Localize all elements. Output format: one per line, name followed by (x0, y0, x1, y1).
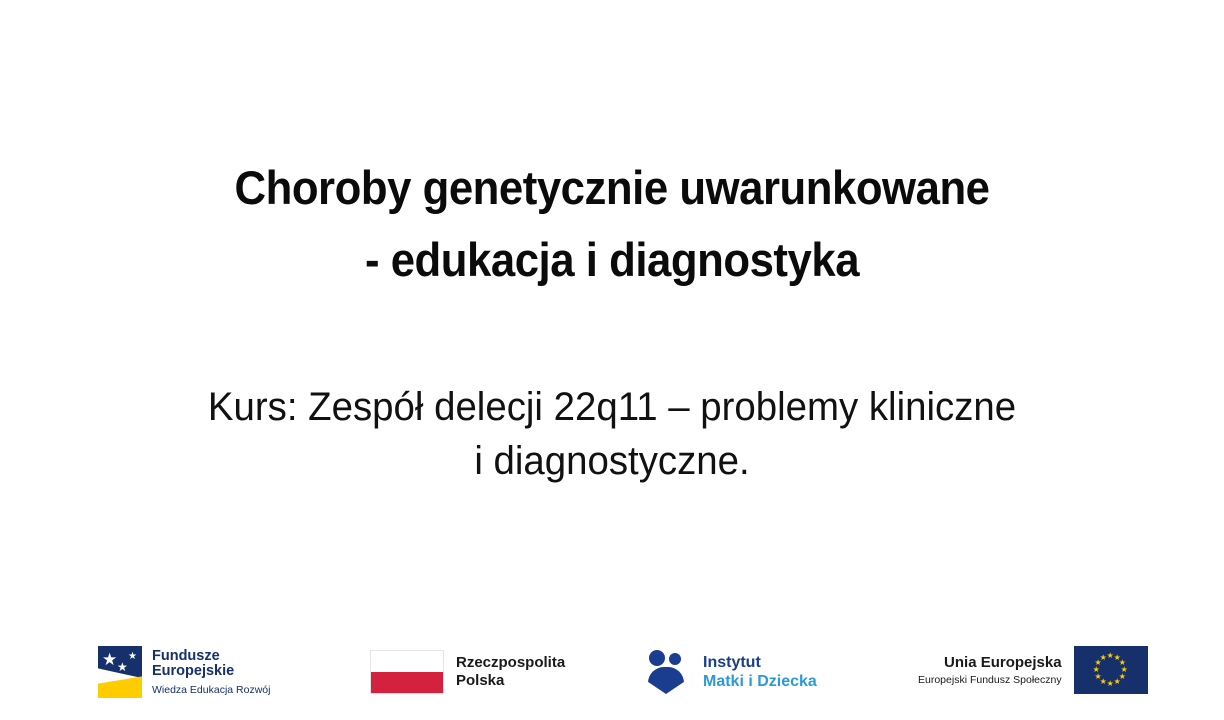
logo-rzeczpospolita-polska (370, 650, 565, 694)
fe-label-line-2: Europejskie (152, 663, 235, 679)
ue-label-line-1: Unia Europejska (944, 653, 1062, 671)
subtitle-line-2: i diagnostyczne. (474, 439, 750, 483)
imd-label-line-1: Instytut (703, 654, 761, 671)
imd-label-line-2: Matki i Dziecka (703, 673, 817, 690)
rp-label-line-2: Polska (456, 672, 505, 689)
eu-flag-icon: ★ ★ ★ ★ ★ ★ ★ ★ ★ ★ ★ ★ (1074, 646, 1148, 694)
footer-logo-strip (0, 610, 1224, 720)
fe-label-sub: Wiedza Edukacja Rozwój (152, 683, 271, 696)
subtitle-line-1: Kurs: Zespół delecji 22q11 – problemy kliniczne (207, 385, 1017, 429)
title-line-1: Choroby genetycznie uwarunkowane (234, 161, 990, 214)
logo-instytut-matki-i-dziecka (648, 650, 817, 694)
ue-label-sub: Europejski Fundusz Społeczny (918, 673, 1062, 686)
parent-and-child-icon (648, 650, 694, 694)
page-title (0, 152, 1224, 296)
logo-unia-europejska (918, 646, 1148, 694)
rp-label-line-1: Rzeczpospolita (456, 654, 566, 671)
page-subtitle (0, 380, 1224, 488)
fe-label-line-1: Fundusze (152, 647, 220, 664)
polish-flag-icon (370, 650, 444, 694)
logo-fundusze-europejskie (98, 646, 270, 698)
fundusze-europejskie-icon: ★ ★ ★ (98, 646, 142, 698)
title-line-2: - edukacja i diagnostyka (364, 233, 860, 286)
